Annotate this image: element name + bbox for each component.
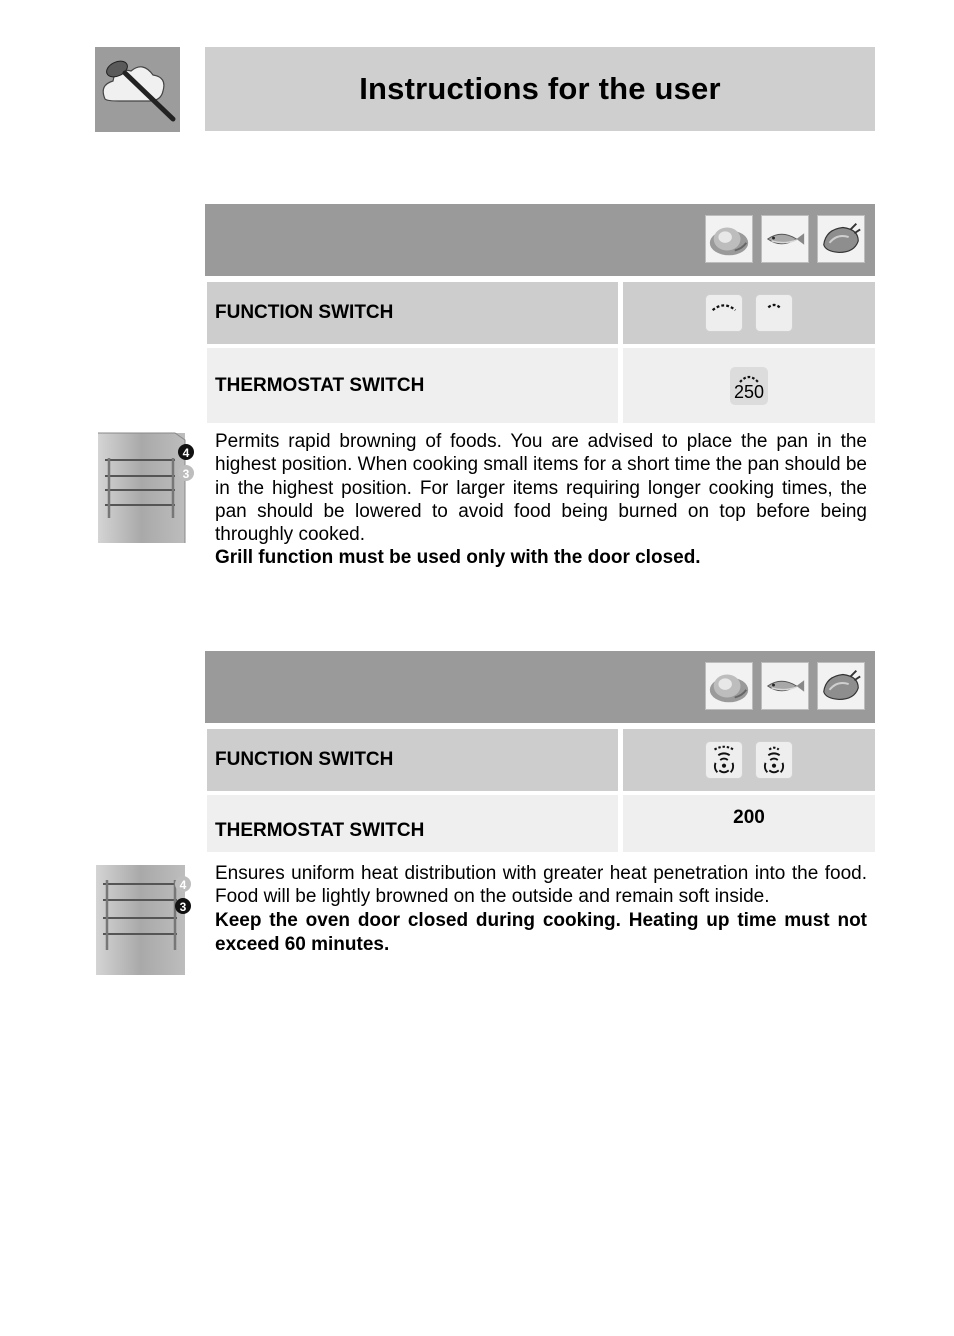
chef-logo — [95, 47, 180, 132]
section-1-description: Permits rapid browning of foods. You are advised to place the pan in the highest position. When cooking small items for a short time the pan should be in the highest position. For larger items requiring longer cooking times, the pan should be lowered to avoid food being burned on top before being throughly cooked. — [215, 431, 867, 546]
thermostat-switch-label: THERMOSTAT SWITCH — [207, 795, 618, 852]
thermostat-switch-label: THERMOSTAT SWITCH — [207, 348, 618, 423]
meat-icon — [705, 662, 753, 710]
grill-small-icon — [755, 294, 793, 332]
svg-text:3: 3 — [182, 467, 190, 481]
page-title-bar — [205, 47, 875, 131]
poultry-icon — [817, 215, 865, 263]
svg-text:4: 4 — [182, 446, 190, 460]
section-2-text — [215, 862, 867, 958]
thermostat-switch-value — [623, 795, 875, 852]
page-title: Instructions for the user — [359, 71, 721, 106]
thermostat-dial-icon — [730, 367, 768, 405]
svg-text:3: 3 — [179, 900, 187, 914]
svg-text:4: 4 — [179, 878, 187, 892]
thermostat-temperature: 200 — [733, 807, 765, 828]
oven-shelf-diagram — [95, 862, 195, 977]
fish-icon — [761, 215, 809, 263]
section-1-header — [205, 204, 875, 276]
fan-grill-wide-icon — [705, 741, 743, 779]
grill-wide-icon — [705, 294, 743, 332]
function-switch-symbols — [623, 282, 875, 344]
section-2-note: Keep the oven door closed during cooking. Heating up time must not exceed 60 minutes. — [215, 909, 867, 956]
section-2-header — [205, 651, 875, 723]
meat-icon — [705, 215, 753, 263]
oven-shelf-diagram — [95, 430, 195, 545]
section-1-text — [215, 430, 867, 570]
function-switch-label: FUNCTION SWITCH — [207, 282, 618, 344]
fish-icon — [761, 662, 809, 710]
function-switch-symbols — [623, 729, 875, 791]
poultry-icon — [817, 662, 865, 710]
function-switch-label: FUNCTION SWITCH — [207, 729, 618, 791]
chef-hat-spoon-icon — [95, 47, 180, 132]
thermostat-temperature: 250 — [733, 381, 765, 402]
section-1-note: Grill function must be used only with the door closed. — [215, 547, 701, 569]
fan-grill-small-icon — [755, 741, 793, 779]
section-2-description: Ensures uniform heat distribution with greater heat penetration into the food. Food will be lightly browned on the outside and remain soft inside. — [215, 863, 867, 908]
thermostat-switch-value — [623, 348, 875, 423]
